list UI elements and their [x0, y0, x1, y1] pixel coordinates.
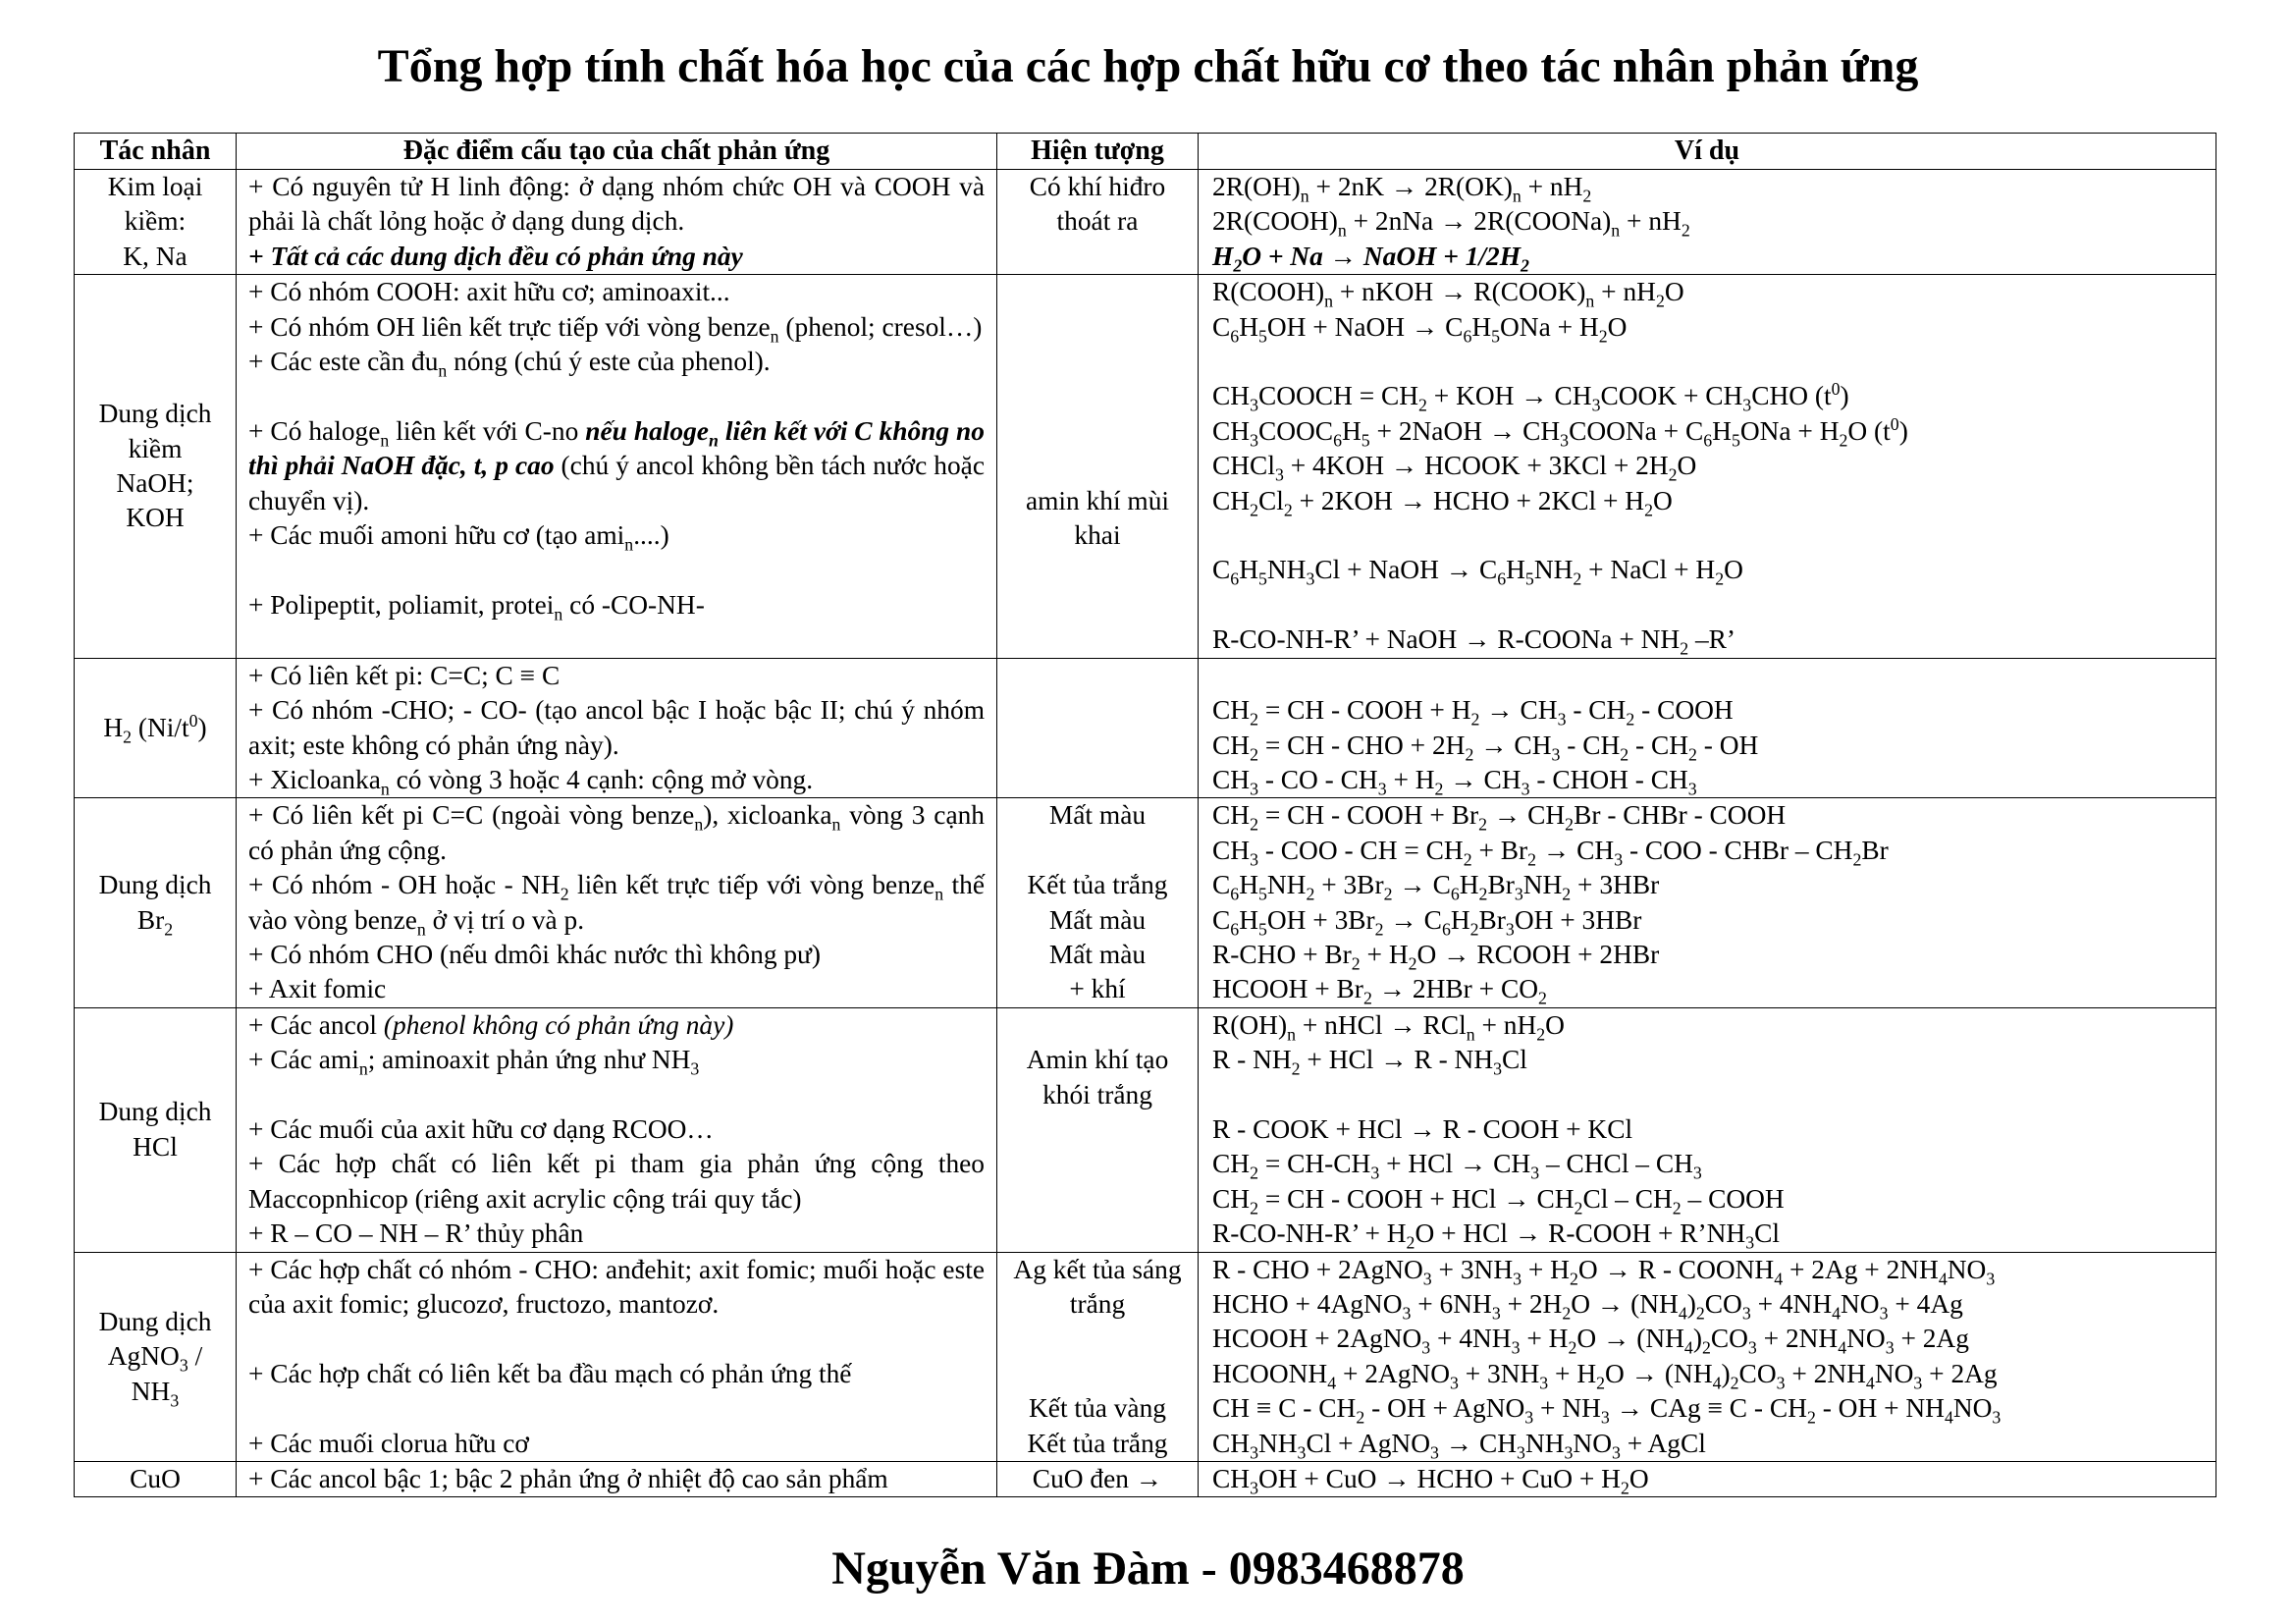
feature-item [248, 518, 985, 553]
header-features: Đặc điểm cấu tạo của chất phản ứng [237, 134, 997, 170]
equation: $C_6H_5OH + 3Br_2 \to C_6H_2Br_3OH + 3HBr$ [1212, 904, 1642, 939]
header-phenomenon: Hiện tượng [997, 134, 1199, 170]
example-cell [1199, 1252, 2216, 1461]
equation: HCHO + 4AgNO$_3$ + $6NH_3 + 2H_2O \to (NH_4)_2CO_3 + 4NH_4NO_3 + 4Ag$ [1212, 1289, 1963, 1324]
feature-item [248, 763, 985, 797]
example-cell [1199, 1462, 2216, 1497]
feature-item [248, 1217, 985, 1251]
equation: $CH_2Cl_2 + 2KOH$ → HCHO + $2KCl + H_2O$ [1212, 485, 1673, 520]
feature-item [248, 240, 985, 274]
feature-item [248, 1112, 985, 1147]
example-cell [1199, 275, 2216, 658]
feature-item [248, 1357, 985, 1391]
feature-item [248, 414, 985, 518]
phenomenon-text: Amin khí tạo khói trắng [1026, 1045, 1169, 1110]
feature-item [248, 1253, 985, 1323]
feature-item [248, 310, 985, 345]
example-cell [1199, 170, 2216, 275]
feature-text: (chú ý ancol không bền tách nước hoặc chuyển vị). [248, 451, 985, 515]
feature-text: + Các hợp chất có liên kết pi tham gia phản ứng cộng theo Maccopnhicop (riêng axit acrylic cộng trái quy tắc) [248, 1149, 985, 1214]
phenomenon-text: Mất màu [1048, 904, 1147, 935]
features-cell [237, 170, 997, 275]
equation: $CH_3COOCH = CH_2$ + KOH → $CH_3COOK + CH_3CHO$ $(t^0)$ [1212, 379, 1849, 415]
feature-text: (phenol không có phản ứng này) [383, 1009, 734, 1040]
author-footer: Nguyễn Văn Đàm - 0983468878 [831, 1543, 1465, 1595]
equation: R - $NH_2$ + HCl → R - $NH_3Cl$ [1212, 1045, 1527, 1079]
feature-text: nếu haloge$_n$ liên kết với C không no thì phải NaOH đặc, t, p cao [248, 415, 985, 481]
equation: $CH_3COOC_6H_5$ + 2NaOH → $CH_3COONa + C_6H_5ONa + H_2O$ $(t^0)$ [1212, 413, 1908, 451]
feature-item [248, 588, 985, 623]
features-cell [237, 1252, 997, 1461]
feature-item [248, 275, 985, 309]
header-row [75, 134, 2216, 170]
table-row [75, 1007, 2216, 1252]
feature-text: + Có nhóm COOH: axit hữu cơ; aminoaxit... [248, 277, 730, 307]
agent-cell [75, 170, 237, 275]
feature-item [248, 1008, 985, 1043]
equation: $C_6H_5NH_3Cl$ + NaOH → $C_6H_5NH_2$ + NaCl + $H_2O$ [1212, 555, 1743, 589]
feature-text: + Các hợp chất có liên kết ba đầu mạch có phản ứng thế [248, 1358, 852, 1388]
equation: R - CHO + 2AgNO$_3$ + $3NH_3 + H_2O \to R$ - $COONH_4 + 2Ag + 2NH_4NO_3$ [1212, 1254, 1996, 1289]
equation: CH ≡ C - $CH_2$ - OH + AgNO$_3$ + $NH_3$ → CAg ≡ C - $CH_2$ - OH + $NH_4NO_3$ [1212, 1393, 2002, 1428]
feature-text: + Các ami$_n$; aminoaxit phản ứng như $NH_3$ [248, 1045, 700, 1079]
agent-label-lines: Dung dịch kiềm NaOH; KOH [98, 399, 212, 533]
phenomenon-cell [997, 275, 1199, 658]
phenomenon-text: CuO đen → [1032, 1464, 1163, 1494]
feature-text: + Các muối clorua hữu cơ [248, 1428, 529, 1458]
page-title: Tổng hợp tính chất hóa học của các hợp chất hữu cơ theo tác nhân phản ứng [377, 40, 1919, 92]
feature-text: + Xicloanka$_n$ có vòng 3 hoặc 4 cạnh: cộng mở vòng. [248, 764, 814, 799]
feature-item [248, 659, 985, 693]
equation: $R-CHO + Br_2 + H_2O$ → RCOOH + 2HBr [1212, 939, 1660, 974]
phenomenon-text: Có khí hiđro thoát ra [1029, 172, 1166, 237]
phenomenon-cell [997, 798, 1199, 1007]
header-example: Ví dụ [1199, 134, 2216, 170]
phenomenon-cell [997, 658, 1199, 798]
phenomenon-text: Mất màu [1048, 939, 1147, 969]
equation: $CH_3$ - CO - $CH_3 + H_2 \to CH_3$ - CHOH - $CH_3$ [1212, 764, 1697, 799]
feature-text: + Có liên kết pi C=C (ngoài vòng benze$_n$), xicloanka$_n$ vòng 3 cạnh có phản ứng cộng. [248, 800, 985, 865]
equation: CHCl$_3$ + 4KOH → HCOOK + $3KCl + 2H_2O$ [1212, 451, 1697, 485]
phenomenon-cell [997, 1007, 1199, 1252]
agent-cell [75, 1007, 237, 1252]
equation: $CH_2$ = CH - COOH + $Br_2 \to CH_2Br$ - CHBr - COOH [1212, 800, 1787, 835]
equation: HCOOH + 2AgNO$_3$ + $4NH_3 + H_2O \to (NH_4)_2CO_3 + 2NH_4NO_3 + 2Ag$ [1212, 1324, 1969, 1358]
feature-text: + Polipeptit, poliamit, protei$_n$ có -CO-NH- [248, 589, 705, 624]
equation: R-CO-NH-R’ + NaOH → R-COONa + $NH_2$ –R’ [1212, 624, 1736, 659]
agent-cell [75, 658, 237, 798]
equation: $2R(COOH)_n + 2nNa$ → $2R(COONa)_n + nH_2$ [1212, 206, 1690, 241]
feature-text: + Có nguyên tử H linh động: ở dạng nhóm chức OH và COOH và phải là chất lỏng hoặc ở dạng dung dịch. [248, 172, 985, 237]
equation: $CH_3$ - COO - CH = $CH_2 + Br_2 \to CH_3$ - COO - CHBr – $CH_2Br$ [1212, 835, 1889, 870]
phenomenon-text: amin khí mùi khai [1025, 485, 1170, 551]
agent-cell [75, 1252, 237, 1461]
feature-text: + Các hợp chất có nhóm - CHO: anđehit; axit fomic; muối hoặc este của axit fomic; glucozơ, fructozo, mantozơ. [248, 1254, 985, 1319]
equation: $C_6H_5OH$ + NaOH → $C_6H_5ONa + H_2O$ [1212, 311, 1628, 347]
example-cell [1199, 1007, 2216, 1252]
agent-label-lines: Dung dịch $Br_2$ [98, 870, 212, 939]
properties-table [74, 133, 2216, 1497]
table-row [75, 275, 2216, 658]
feature-item [248, 1462, 985, 1496]
equation: $2R(OH)_n + 2nK \to 2R(OK)_n + nH_2$ [1212, 172, 1592, 206]
equation: $CH_2 = CH-CH_3$ + HCl → $CH_3$ – CHCl – $CH_3$ [1212, 1149, 1702, 1183]
feature-item [248, 345, 985, 379]
equation: $CH_2$ = CH - CHO + $2H_2 \to CH_3 - CH_2 - CH_2$ - OH [1212, 730, 1759, 764]
phenomenon-text: Kết tủa trắng [1027, 870, 1168, 900]
feature-text: + Có liên kết pi: C=C; C ≡ C [248, 660, 561, 690]
feature-text: + Các ancol bậc 1; bậc 2 phản ứng ở nhiệt độ cao sản phẩm [248, 1464, 888, 1494]
agent-label-lines: Kim loại kiềm: K, Na [107, 172, 203, 271]
phenomenon-text: Kết tủa vàng [1029, 1393, 1166, 1424]
agent-label: CuO [130, 1464, 181, 1494]
equation: $C_6H_5NH_2 + 3Br_2 \to C_6H_2Br_3NH_2 + 3HBr$ [1212, 870, 1660, 904]
equation: $HCOONH_4$ + 2AgNO$_3$ + $3NH_3 + H_2O \to (NH_4)_2CO_3 + 2NH_4NO_3 + 2Ag$ [1212, 1358, 1998, 1393]
equation: $CH_3OH$ + CuO → HCHO + CuO + $H_2O$ [1212, 1464, 1649, 1498]
feature-text: + Có nhóm - OH hoặc - $NH_2$ liên kết trực tiếp với vòng benze$_n$ thế vào vòng benze$_n$ ở vị trí o và p. [248, 870, 985, 939]
feature-text: + R – CO – NH – R’ thủy phân [248, 1218, 584, 1249]
feature-item [248, 1427, 985, 1461]
agent-label: $H_2$ $(Ni/t^0)$ [103, 710, 207, 747]
feature-text: + Axit fomic [248, 974, 387, 1004]
features-cell [237, 275, 997, 658]
agent-cell [75, 798, 237, 1007]
example-cell [1199, 658, 2216, 798]
feature-text: + Có nhóm CHO (nếu dmôi khác nước thì không pư) [248, 939, 822, 969]
agent-cell [75, 275, 237, 658]
agent-label-lines: Dung dịch AgNO$_3$ / $NH_3$ [98, 1306, 212, 1410]
equation: HCOOH + $Br_2 \to 2HBr + CO_2$ [1212, 974, 1547, 1008]
equation: $CH_2$ = CH - COOH + HCl → $CH_2Cl - CH_2$ – COOH [1212, 1183, 1785, 1218]
equation: $R(OH)_n$ + nHCl → $RCl_n + nH_2O$ [1212, 1009, 1565, 1045]
feature-item [248, 972, 985, 1006]
equation: $CH_2$ = CH - COOH + $H_2 \to CH_3 - CH_2$ - COOH [1212, 695, 1734, 730]
table-row [75, 170, 2216, 275]
feature-text: + Các este cần $đu_n$ nóng (chú ý este của phenol). [248, 347, 771, 381]
feature-text: + Có nhóm -CHO; - CO- (tạo ancol bậc I hoặc bậc II; chú ý nhóm axit; este không có phản ứng này). [248, 695, 985, 760]
table-row [75, 1462, 2216, 1497]
phenomenon-text: + khí [1069, 974, 1126, 1004]
equation: $H_2O + Na$ → NaOH + $1/2H_2$ [1212, 241, 1529, 276]
example-cell [1199, 798, 2216, 1007]
features-cell [237, 1462, 997, 1497]
phenomenon-text: Kết tủa trắng [1027, 1428, 1168, 1458]
feature-item [248, 868, 985, 938]
equation: R-CO-NH-R’ + $H_2O$ + HCl → R-COOH + $R’NH_3Cl$ [1212, 1218, 1781, 1253]
feature-text: + Các muối amoni hữu cơ (tạo ami$_n$....) [248, 520, 669, 555]
agent-cell [75, 1462, 237, 1497]
phenomenon-cell [997, 1252, 1199, 1461]
feature-item [248, 798, 985, 868]
equation: $R(COOH)_n$ + nKOH → $R(COOK)_n + nH_2O$ [1212, 277, 1684, 311]
feature-item [248, 938, 985, 972]
feature-text: + Tất cả các dung dịch đều có phản ứng này [248, 241, 743, 271]
agent-label-lines: Dung dịch HCl [98, 1097, 212, 1162]
equation: R - COOK + HCl → R - COOH + KCl [1212, 1113, 1633, 1144]
feature-text: + Có haloge$_n$ liên kết với C-no [248, 415, 586, 451]
phenomenon-text: Ag kết tủa sáng trắng [1013, 1254, 1182, 1319]
header-agent: Tác nhân [75, 134, 237, 170]
features-cell [237, 658, 997, 798]
phenomenon-cell [997, 1462, 1199, 1497]
feature-text: + Các muối của axit hữu cơ dạng RCOO… [248, 1113, 714, 1144]
table-row [75, 658, 2216, 798]
feature-item [248, 693, 985, 763]
features-cell [237, 1007, 997, 1252]
equation: $CH_3NH_3Cl$ + AgNO$_3$ → $CH_3NH_3NO_3$ + AgCl [1212, 1428, 1706, 1463]
feature-text: + Có nhóm OH liên kết trực tiếp với vòng benze$_n$ (phenol; cresol…) [248, 311, 983, 347]
feature-item [248, 1043, 985, 1077]
table-row [75, 798, 2216, 1007]
feature-item [248, 170, 985, 240]
features-cell [237, 798, 997, 1007]
feature-text: + Các ancol [248, 1009, 384, 1040]
table-row [75, 1252, 2216, 1461]
phenomenon-text: Mất màu [1048, 800, 1147, 831]
feature-item [248, 1147, 985, 1217]
phenomenon-cell [997, 170, 1199, 275]
